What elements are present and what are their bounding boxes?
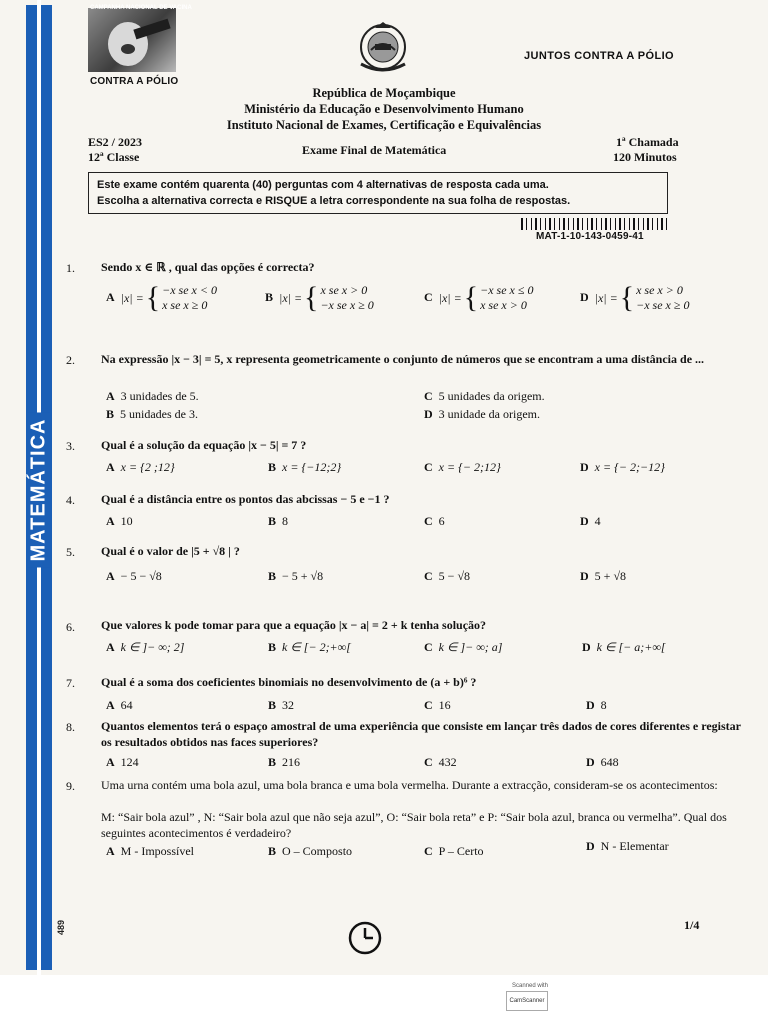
option-text: x = {−12;2}	[282, 460, 342, 474]
juntos-contra-polio: JUNTOS CONTRA A PÓLIO	[524, 50, 674, 62]
option-text: M - Impossível	[120, 844, 195, 858]
page-number: 1/4	[684, 918, 700, 932]
question-2-text: Na expressão |x − 3| = 5, x representa geometricamente o conjunto de números que se encontram a uma distância de ...	[101, 352, 705, 366]
option-text: P – Certo	[438, 844, 484, 858]
barcode-bar	[601, 218, 602, 230]
question-8-option-a[interactable]	[106, 755, 139, 770]
question-7-option-c[interactable]	[424, 698, 451, 713]
option-letter: A	[106, 569, 115, 583]
option-letter: A	[106, 844, 115, 858]
barcode-bar	[643, 218, 644, 230]
instructions-box	[88, 172, 668, 214]
option-text: 124	[120, 755, 139, 769]
question-1-text: Sendo x ∈ ℝ , qual das opções é correcta?	[101, 260, 315, 274]
option-text: 3 unidades de 5.	[120, 389, 199, 403]
question-2-option-b[interactable]	[106, 407, 198, 422]
barcode-text: MAT-1-10-143-0459-41	[536, 231, 644, 242]
option-text: 5 unidades da origem.	[438, 389, 545, 403]
barcode-bar	[619, 218, 621, 230]
question-9-text-intro: Uma urna contém uma bola azul, uma bola branca e uma bola vermelha. Durante a extracção, consideram-se os acontecimentos:	[101, 778, 718, 792]
question-4-text: Qual é a distância entre os pontos das abcissas − 5 e −1 ?	[101, 492, 390, 506]
barcode-bar	[563, 218, 565, 230]
question-4-option-c[interactable]	[424, 514, 445, 529]
option-text: 16	[438, 698, 451, 712]
barcode-bar	[587, 218, 588, 230]
exam-session: ES2 / 2023	[88, 135, 143, 149]
option-text: 32	[282, 698, 295, 712]
barcode-bar	[633, 218, 635, 230]
exam-duration: 120 Minutos	[613, 150, 677, 164]
question-2-option-c[interactable]	[424, 389, 545, 404]
barcode-bar	[624, 218, 625, 230]
polio-campaign-image	[88, 8, 176, 72]
barcode-bar	[526, 218, 527, 230]
barcode-image	[521, 218, 671, 230]
question-3-option-d[interactable]	[580, 460, 665, 475]
question-4-option-b[interactable]	[268, 514, 288, 529]
barcode-bar	[540, 218, 541, 230]
question-9-number: 9.	[66, 779, 75, 793]
question-1-option-d[interactable]: D |x| = { x se x > 0 −x se x ≥ 0	[580, 281, 690, 314]
question-8-option-c[interactable]	[424, 755, 457, 770]
question-6-option-b[interactable]	[268, 640, 351, 655]
option-letter: C	[424, 640, 433, 654]
piece-row: x se x > 0	[480, 298, 527, 312]
barcode-bar	[531, 218, 532, 230]
option-letter: A	[106, 698, 115, 712]
option-letter: B	[106, 407, 115, 421]
question-7-option-a[interactable]	[106, 698, 133, 713]
abs-x-label: |x| =	[279, 290, 303, 305]
option-letter: C	[424, 844, 433, 858]
barcode-bar	[638, 218, 639, 230]
question-8-option-d[interactable]	[586, 755, 619, 770]
barcode-bar	[573, 218, 574, 230]
barcode-bar	[605, 218, 607, 230]
scanner-caption: Scanned with	[512, 983, 549, 989]
question-8-option-b[interactable]	[268, 755, 300, 770]
question-7-number: 7.	[66, 676, 75, 690]
option-letter: D	[586, 698, 595, 712]
option-letter: A	[106, 389, 115, 403]
option-letter: A	[106, 755, 115, 769]
barcode-bar	[535, 218, 537, 230]
option-letter: D	[582, 640, 591, 654]
option-text: k ∈ ]− ∞; a]	[438, 640, 503, 654]
option-letter: D	[580, 460, 589, 474]
question-9-option-c[interactable]	[424, 844, 484, 859]
option-letter: D	[580, 289, 589, 304]
question-7-option-b[interactable]	[268, 698, 294, 713]
question-1-option-c[interactable]: C |x| = { −x se x ≤ 0 x se x > 0	[424, 281, 534, 314]
side-band-label: MATEMÁTICA	[28, 413, 51, 568]
option-text: k ∈ [− 2;+∞[	[282, 640, 351, 654]
option-text: 6	[438, 514, 445, 528]
option-text: 648	[600, 755, 619, 769]
question-7-option-d[interactable]	[586, 698, 607, 713]
question-8-text: Quantos elementos terá o espaço amostral de uma experiência que consiste em lançar três dados de cores diferentes e registar os resultados obtidos nas faces superiores?	[101, 719, 741, 749]
question-1-option-a[interactable]: A |x| = { −x se x < 0 x se x ≥ 0	[106, 281, 217, 314]
option-letter: B	[268, 755, 277, 769]
question-6-option-d[interactable]	[582, 640, 666, 655]
barcode-bar	[657, 218, 658, 230]
side-band-text-wrap	[26, 0, 52, 975]
question-3-option-b[interactable]	[268, 460, 341, 475]
question-9-text-events: M: “Sair bola azul” , N: “Sair bola azul que não seja azul”, O: “Sair bola reta” e P: “Sair bola azul, branca ou vermelha”. Qual dos seguintes acontecimentos é verdadeiro?	[101, 810, 727, 840]
question-1-option-b[interactable]: B |x| = { x se x > 0 −x se x ≥ 0	[265, 281, 374, 314]
question-3-option-a[interactable]	[106, 460, 175, 475]
option-letter: C	[424, 460, 433, 474]
piece-row: −x se x < 0	[162, 283, 217, 297]
republic-title: República de Moçambique	[312, 86, 456, 100]
option-letter: C	[424, 389, 433, 403]
question-5-text: Qual é o valor de |5 + √8 | ?	[101, 544, 240, 558]
abs-x-label: |x| =	[120, 290, 144, 305]
option-letter: B	[268, 698, 277, 712]
barcode-bar	[596, 218, 597, 230]
option-text: x = {2 ;12}	[120, 460, 175, 474]
barcode-bar	[591, 218, 593, 230]
option-text: 432	[438, 755, 457, 769]
option-text: 8	[600, 698, 607, 712]
question-9-option-d[interactable]	[586, 839, 669, 854]
option-text: 64	[120, 698, 133, 712]
option-letter: B	[268, 514, 277, 528]
option-letter: C	[424, 755, 433, 769]
piece-row: x se x > 0	[636, 283, 683, 297]
option-letter: C	[424, 514, 433, 528]
option-text: k ∈ [− a;+∞[	[596, 640, 666, 654]
option-letter: B	[268, 569, 277, 583]
question-8-number: 8.	[66, 720, 75, 734]
question-4-option-a[interactable]	[106, 514, 133, 529]
option-letter: A	[106, 514, 115, 528]
question-7-text: Qual é a soma dos coeficientes binomiais no desenvolvimento de (a + b)⁶ ?	[101, 675, 477, 689]
option-letter: D	[586, 839, 595, 853]
barcode-bar	[559, 218, 560, 230]
exam-title: Exame Final de Matemática	[302, 143, 447, 157]
option-letter: B	[268, 640, 277, 654]
question-4-option-d[interactable]	[580, 514, 601, 529]
barcode-bar	[549, 218, 551, 230]
option-letter: D	[580, 514, 589, 528]
option-text: 216	[282, 755, 301, 769]
question-9-option-a[interactable]	[106, 844, 194, 859]
option-letter: A	[106, 460, 115, 474]
option-letter: B	[268, 460, 277, 474]
option-text: 5 unidades de 3.	[120, 407, 198, 421]
option-text: x = {− 2;−12}	[594, 460, 665, 474]
barcode-bar	[545, 218, 546, 230]
question-3-option-c[interactable]	[424, 460, 501, 475]
barcode-bar	[577, 218, 579, 230]
question-2-number: 2.	[66, 353, 75, 367]
barcode-bar	[661, 218, 663, 230]
ministry-title: Ministério da Educação e Desenvolvimento Humano	[244, 102, 524, 116]
barcode-bar	[521, 218, 523, 230]
option-text: 5 + √8	[594, 569, 627, 583]
barcode-bar	[647, 218, 649, 230]
option-text: O – Composto	[282, 844, 353, 858]
barcode-bar	[652, 218, 653, 230]
option-text: 5 − √8	[438, 569, 471, 583]
question-3-text: Qual é a solução da equação |x − 5| = 7 ?	[101, 438, 307, 452]
polio-label: CONTRA A PÓLIO	[90, 76, 179, 87]
question-9-option-b[interactable]	[268, 844, 352, 859]
piece-row: −x se x ≥ 0	[320, 298, 374, 312]
polio-campaign-caption: CAMPANHA NACIONAL DE VACINA	[90, 5, 192, 11]
option-text: − 5 − √8	[120, 569, 162, 583]
option-letter: C	[424, 698, 433, 712]
question-2-option-d[interactable]	[424, 407, 540, 422]
option-text: 4	[594, 514, 601, 528]
question-6-number: 6.	[66, 620, 75, 634]
option-text: x = {− 2;12}	[438, 460, 501, 474]
piece-row: −x se x ≤ 0	[480, 283, 534, 297]
instructions-line-2: Escolha a alternativa correcta e RISQUE a letra correspondente na sua folha de respostas.	[97, 195, 571, 207]
exam-call: 1ª Chamada	[616, 135, 679, 149]
option-letter: D	[586, 755, 595, 769]
option-text: − 5 + √8	[282, 569, 324, 583]
option-letter: A	[106, 640, 115, 654]
option-letter: C	[424, 569, 433, 583]
option-letter: A	[106, 289, 115, 304]
question-5-option-b[interactable]	[268, 569, 323, 584]
question-6-option-a[interactable]	[106, 640, 184, 655]
option-letter: D	[580, 569, 589, 583]
option-letter: B	[265, 289, 274, 304]
side-band-code: 489	[56, 919, 66, 935]
piece-row: −x se x ≥ 0	[636, 298, 690, 312]
question-5-number: 5.	[66, 545, 75, 559]
question-1-number: 1.	[66, 261, 75, 275]
coat-of-arms-emblem	[355, 20, 411, 78]
barcode-bar	[615, 218, 616, 230]
option-text: 10	[120, 514, 133, 528]
piece-row: x se x > 0	[320, 283, 368, 297]
option-letter: C	[424, 289, 433, 304]
instructions-line-1: Este exame contém quarenta (40) perguntas com 4 alternativas de resposta cada uma.	[97, 179, 549, 191]
barcode-bar	[554, 218, 555, 230]
option-text: k ∈ ]− ∞; 2]	[120, 640, 185, 654]
question-2-option-a[interactable]	[106, 389, 199, 404]
institute-title: Instituto Nacional de Exames, Certificação e Equivalências	[226, 118, 542, 132]
abs-x-label: |x| =	[594, 290, 618, 305]
question-6-option-c[interactable]	[424, 640, 502, 655]
barcode-bar	[666, 218, 667, 230]
question-5-option-c[interactable]	[424, 569, 470, 584]
piece-row: x se x ≥ 0	[162, 298, 208, 312]
barcode-bar	[582, 218, 583, 230]
barcode-bar	[568, 218, 569, 230]
barcode-bar	[629, 218, 630, 230]
clock-icon	[347, 920, 383, 956]
question-4-number: 4.	[66, 493, 75, 507]
question-5-option-d[interactable]	[580, 569, 626, 584]
abs-x-label: |x| =	[438, 290, 462, 305]
option-text: 3 unidade da origem.	[438, 407, 540, 421]
option-text: N - Elementar	[600, 839, 669, 853]
option-letter: B	[268, 844, 277, 858]
question-3-number: 3.	[66, 439, 75, 453]
question-6-text: Que valores k pode tomar para que a equação |x − a| = 2 + k tenha solução?	[101, 618, 487, 632]
option-letter: D	[424, 407, 433, 421]
barcode-bar	[610, 218, 611, 230]
question-5-option-a[interactable]	[106, 569, 162, 584]
option-text: 8	[282, 514, 289, 528]
exam-class: 12ª Classe	[88, 150, 140, 164]
camscanner-logo: CamScanner	[506, 991, 548, 1011]
